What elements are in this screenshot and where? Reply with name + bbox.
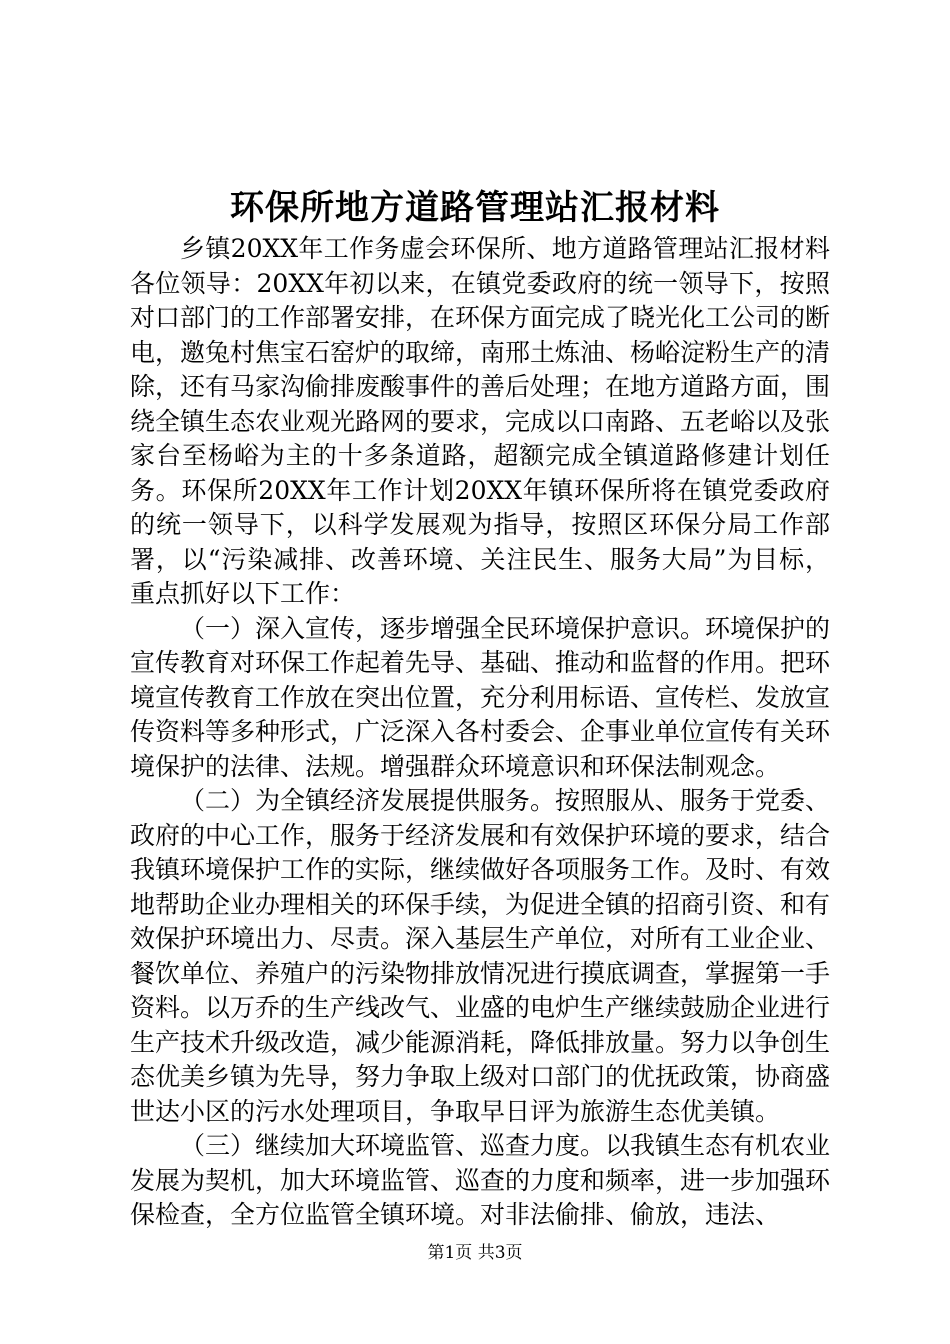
paragraph-section-1: （一）深入宣传，逐步增强全民环境保护意识。环境保护的宣传教育对环保工作起着先导、基础、推动和监督的作用。把环境宣传教育工作放在突出位置，充分利用标语、宣传栏、发放宣传资料等多种形式，广泛深入各村委会、企事业单位宣传有关环境保护的法律、法规。增强群众环境意识和环保法制观念。 [130,613,831,781]
document-body [130,232,830,1233]
page-number: 第1页 共3页 [427,1243,523,1263]
paragraph-section-2: （二）为全镇经济发展提供服务。按照服从、服务于党委、政府的中心工作，服务于经济发展和有效保护环境的要求，结合我镇环境保护工作的实际，继续做好各项服务工作。及时、有效地帮助企业办理相关的环保手续，为促进全镇的招商引资、和有效保护环境出力、尽责。深入基层生产单位，对所有工业企业、餐饮单位、养殖户的污染物排放情况进行摸底调查，掌握第一手资料。以万乔的生产线改气、业盛的电炉生产继续鼓励企业进行生产技术升级改造，减少能源消耗，降低排放量。努力以争创生态优美乡镇为先导，努力争取上级对口部门的优抚政策，协商盛世达小区的污水处理项目，争取早日评为旅游生态优美镇。 [130,786,831,1126]
paragraph-section-3: （三）继续加大环境监管、巡查力度。以我镇生态有机农业发展为契机，加大环境监管、巡查的力度和频率，进一步加强环保检查，全方位监管全镇环境。对非法偷排、偷放，违法、 [130,1131,831,1229]
paragraph-intro: 乡镇20XX年工作务虚会环保所、地方道路管理站汇报材料各位领导：20XX年初以来，在镇党委政府的统一领导下，按照对口部门的工作部署安排，在环保方面完成了晓光化工公司的断电，邀兔村焦宝石窑炉的取缔，南邢土炼油、杨峪淀粉生产的清除，还有马家沟偷排废酸事件的善后处理；在地方道路方面，围绕全镇生态农业观光路网的要求，完成以口南路、五老峪以及张家台至杨峪为主的十多条道路，超额完成全镇道路修建计划任务。环保所20XX年工作计划20XX年镇环保所将在镇党委政府的统一领导下，以科学发展观为指导，按照区环保分局工作部署，以“污染减排、改善环境、关注民生、服务大局”为目标，重点抓好以下工作： [130,234,831,608]
document-title: 环保所地方道路管理站汇报材料 [230,188,720,228]
